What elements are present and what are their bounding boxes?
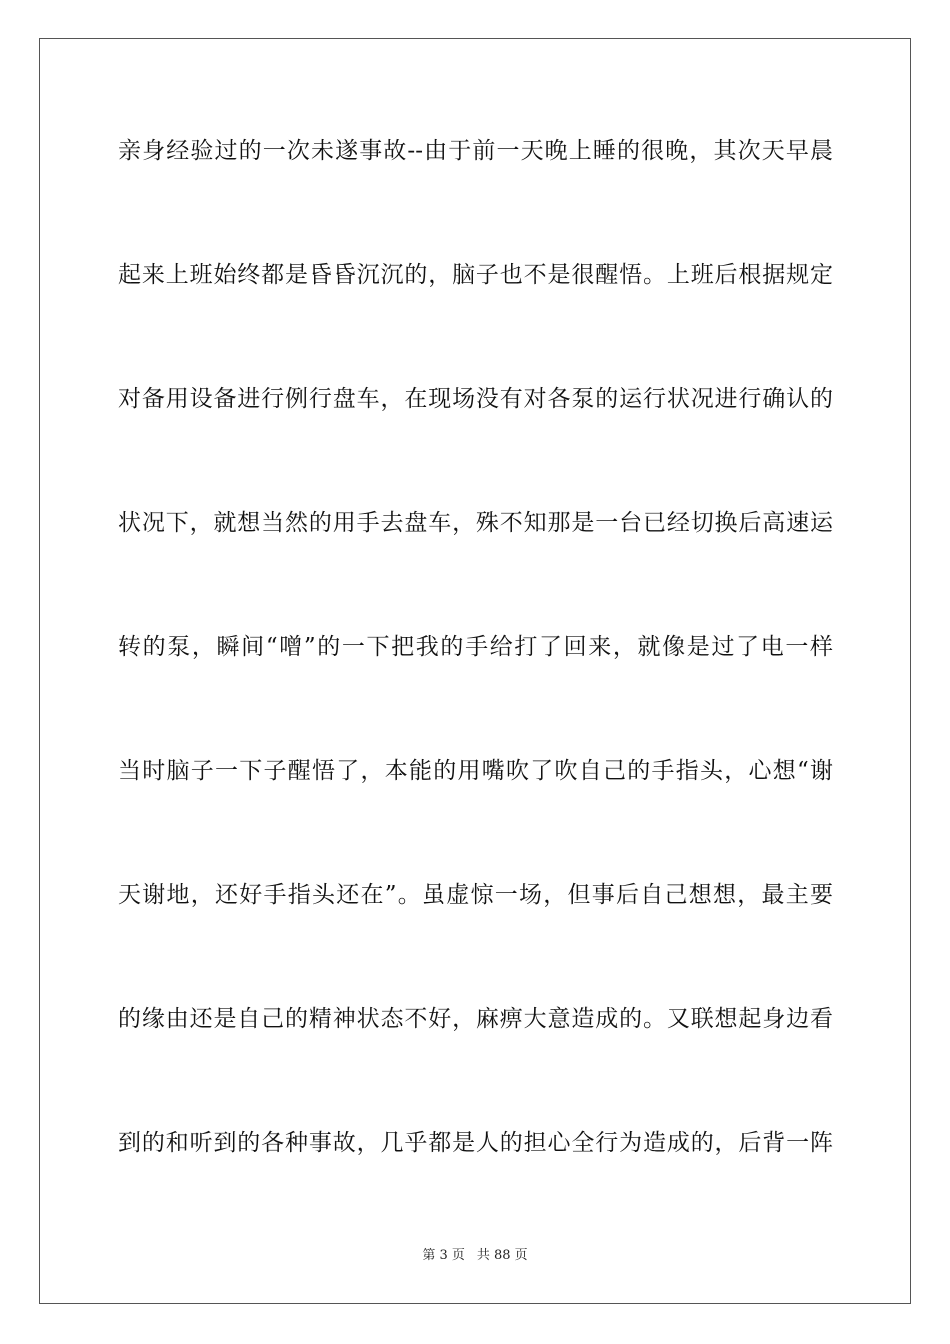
paragraph-line: 对备用设备进行例行盘车，在现场没有对各泵的运行状况进行确认的 — [118, 386, 833, 412]
page-footer — [0, 1247, 950, 1265]
paragraph-line: 天谢地，还好手指头还在”。虽虚惊一场，但事后自己想想，最主要 — [118, 882, 833, 908]
paragraph-line: 状况下，就想当然的用手去盘车，殊不知那是一台已经切换后高速运 — [118, 510, 833, 536]
page-border — [39, 38, 911, 1304]
page-number: 第 3 页 — [422, 1248, 465, 1263]
paragraph-line: 亲身经验过的一次未遂事故--由于前一天晚上睡的很晚，其次天早晨 — [118, 138, 833, 164]
paragraph-line: 到的和听到的各种事故，几乎都是人的担心全行为造成的，后背一阵 — [118, 1130, 833, 1156]
paragraph-line: 起来上班始终都是昏昏沉沉的，脑子也不是很醒悟。上班后根据规定 — [118, 262, 833, 288]
paragraph-line: 转的泵，瞬间“噌”的一下把我的手给打了回来，就像是过了电一样 — [118, 634, 833, 660]
paragraph-line: 当时脑子一下子醒悟了，本能的用嘴吹了吹自己的手指头，心想“谢 — [118, 758, 833, 784]
paragraph-line: 的缘由还是自己的精神状态不好，麻痹大意造成的。又联想起身边看 — [118, 1006, 833, 1032]
page-total: 共 88 页 — [476, 1248, 528, 1263]
